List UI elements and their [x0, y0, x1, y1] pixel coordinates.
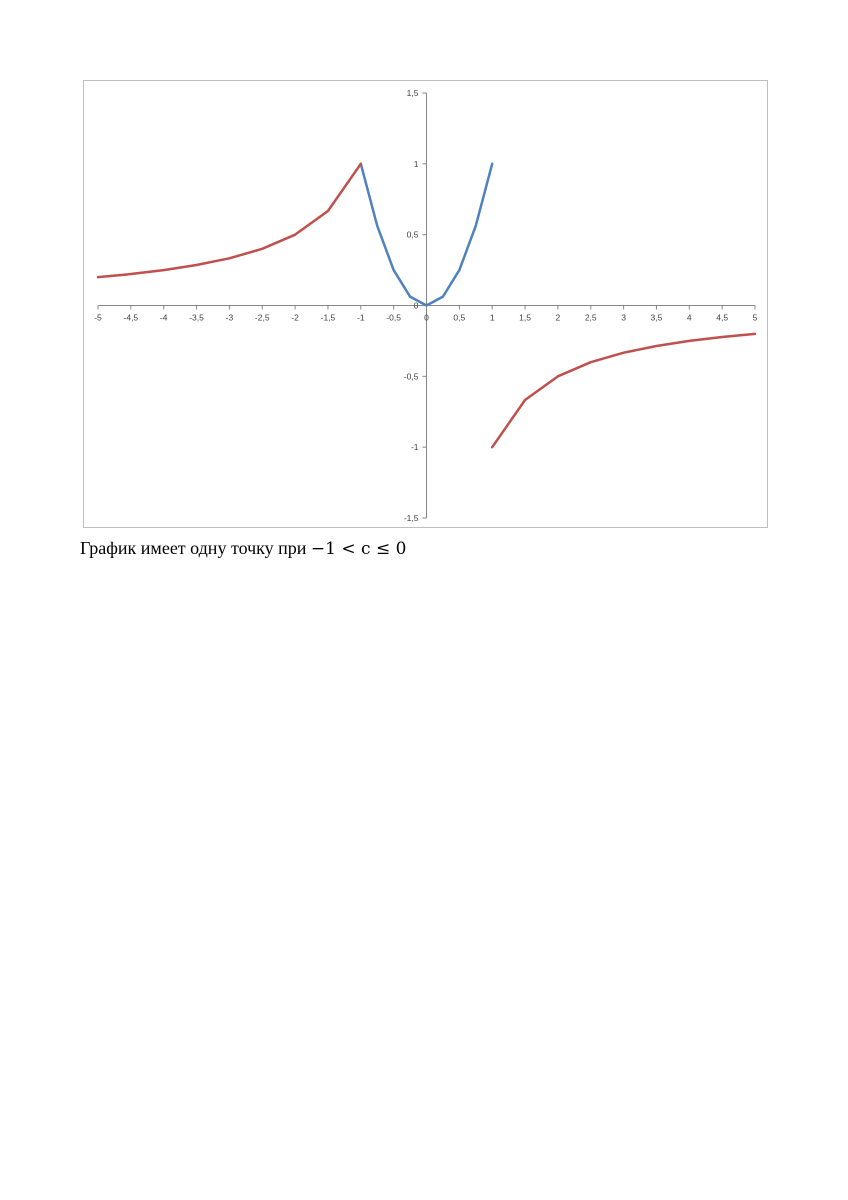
x-tick-label: -0,5 — [386, 312, 401, 323]
x-tick-label: 4,5 — [716, 312, 729, 323]
x-tick-label: -3,5 — [189, 312, 204, 323]
y-tick-label: 1 — [413, 158, 419, 169]
y-tick-label: -1 — [410, 442, 419, 453]
x-tick-label: 5 — [752, 312, 758, 323]
y-tick-label: -0,5 — [403, 371, 419, 382]
x-tick-label: 0,5 — [453, 312, 466, 323]
x-tick-label: 2 — [555, 312, 561, 323]
x-tick-label: -3 — [225, 312, 234, 323]
x-tick-label: -5 — [94, 312, 102, 323]
series-line-2 — [492, 334, 755, 447]
x-tick-label: 3,5 — [650, 312, 663, 323]
y-tick-label: -1,5 — [403, 513, 419, 523]
caption-text: График имеет одну точку при — [80, 538, 307, 558]
chart-area — [83, 80, 768, 528]
y-tick-label: 1,5 — [406, 88, 419, 98]
x-tick-label: -2 — [291, 312, 299, 323]
x-tick-label: 2,5 — [584, 312, 597, 323]
x-tick-label: -2,5 — [254, 312, 270, 323]
chart-plot — [84, 81, 769, 529]
x-tick-label: 0 — [424, 312, 429, 323]
y-tick-label: 0,5 — [406, 229, 419, 240]
x-tick-label: -4 — [159, 312, 168, 323]
series-line-1 — [98, 164, 361, 277]
y-tick-label: 0 — [413, 300, 419, 311]
caption — [80, 538, 406, 559]
x-tick-label: -1,5 — [320, 312, 336, 323]
x-tick-label: 3 — [621, 312, 626, 323]
x-tick-label: -1 — [357, 312, 365, 323]
x-tick-label: 1,5 — [519, 312, 531, 323]
x-tick-label: 1 — [489, 312, 495, 323]
x-tick-label: -4,5 — [123, 312, 139, 323]
caption-math: −1 < c ≤ 0 — [310, 539, 407, 559]
x-tick-label: 4 — [686, 312, 692, 323]
